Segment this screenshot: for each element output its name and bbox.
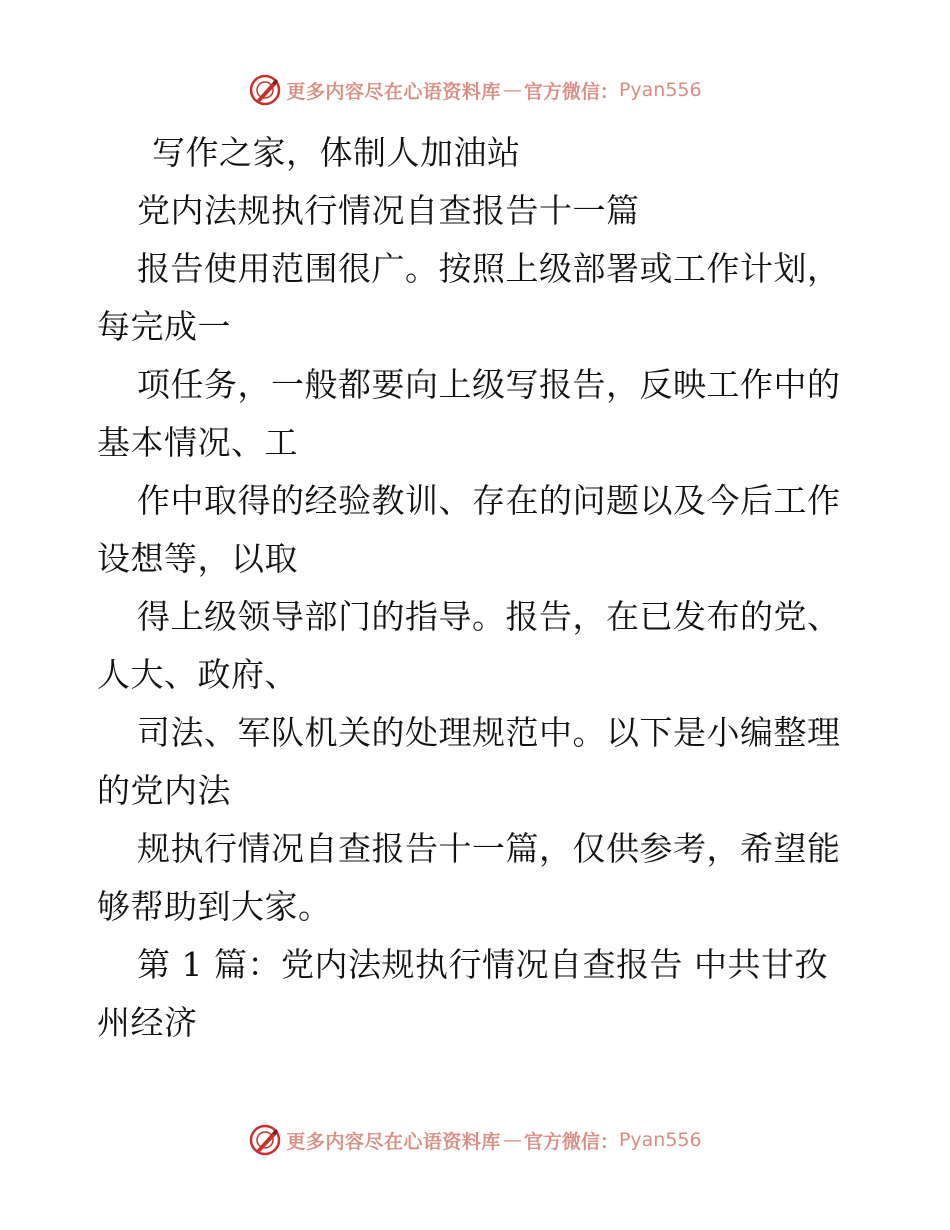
body-line: 的党内法 — [97, 771, 231, 810]
watermark-brand-text: 更多内容尽在心语资料库 — [286, 1130, 501, 1153]
document-title: 党内法规执行情况自查报告十一篇 — [137, 191, 640, 230]
body-line: 州经济 — [97, 1003, 198, 1042]
section-heading: 第 1 篇：党内法规执行情况自查报告 中共甘孜 — [137, 945, 828, 984]
watermark-separator: — — [502, 79, 522, 101]
watermark-wechat-label: 官方微信： — [523, 80, 619, 103]
body-line: 得上级领导部门的指导。报告，在已发布的党、 — [137, 597, 841, 636]
body-line: 司法、军队机关的处理规范中。以下是小编整理 — [137, 713, 841, 752]
footer-watermark — [0, 1120, 950, 1160]
body-line: 人大、政府、 — [97, 655, 298, 694]
pen-logo-icon — [248, 1123, 282, 1157]
body-line: 写作之家，体制人加油站 — [152, 133, 521, 172]
watermark-brand-text: 更多内容尽在心语资料库 — [286, 80, 501, 103]
body-line: 作中取得的经验教训、存在的问题以及今后工作 — [137, 481, 841, 520]
body-line: 够帮助到大家。 — [97, 887, 332, 926]
body-line: 报告使用范围很广。按照上级部署或工作计划， — [137, 249, 841, 288]
watermark-separator: — — [502, 1129, 522, 1151]
watermark-wechat-label: 官方微信： — [523, 1130, 619, 1153]
watermark-account: Pyan556 — [618, 1129, 702, 1151]
body-line: 设想等，以取 — [97, 539, 298, 578]
watermark-account: Pyan556 — [618, 79, 702, 101]
body-line: 基本情况、工 — [97, 423, 298, 462]
body-line: 规执行情况自查报告十一篇，仅供参考，希望能 — [137, 829, 841, 868]
pen-logo-icon — [248, 73, 282, 107]
body-line: 项任务，一般都要向上级写报告，反映工作中的 — [137, 365, 841, 404]
document-body — [97, 124, 857, 1052]
body-line: 每完成一 — [97, 307, 231, 346]
header-watermark — [0, 70, 950, 110]
